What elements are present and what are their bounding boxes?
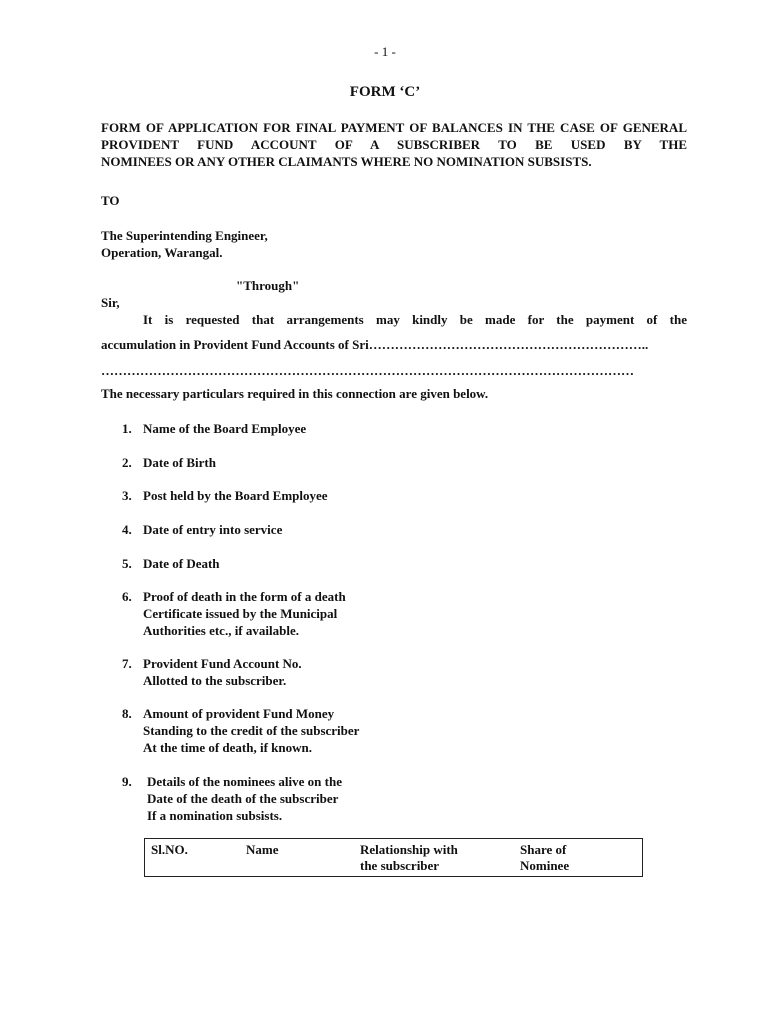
item-number: 6.	[122, 589, 132, 604]
particular-item-1	[122, 420, 306, 437]
through-label: "Through"	[236, 278, 300, 293]
item-number: 5.	[122, 556, 132, 571]
form-heading	[101, 119, 687, 170]
addressee-line-1: The Superintending Engineer,	[101, 228, 268, 243]
item-text: Date of entry into service	[143, 522, 283, 537]
particular-item-3	[122, 487, 328, 504]
item-text: Name of the Board Employee	[143, 421, 307, 436]
item-text: Amount of provident Fund Money	[143, 706, 335, 721]
col-header-slno: Sl.NO.	[151, 842, 188, 857]
col-header-name: Name	[246, 842, 279, 857]
item-text: Certificate issued by the Municipal	[143, 606, 338, 621]
salutation: Sir,	[101, 295, 120, 310]
particular-item-5	[122, 555, 220, 572]
item-text: Details of the nominees alive on the	[147, 774, 342, 789]
page-number: - 1 -	[374, 44, 396, 59]
col-header-relationship: Relationship with the subscriber	[360, 842, 458, 873]
request-paragraph-line-1: It is requested that arrangements may kindly be made for the payment of the	[143, 312, 687, 327]
heading-line-3: NOMINEES OR ANY OTHER CLAIMANTS WHERE NO NOMINATION SUBSISTS.	[101, 154, 592, 169]
item-number: 3.	[122, 488, 132, 503]
dotted-fill-line: ……………………………………………………………………………………………………………	[101, 363, 634, 378]
table-header-row	[145, 839, 643, 877]
form-title: FORM ‘C’	[349, 84, 421, 100]
request-paragraph-line-2: accumulation in Provident Fund Accounts of Sri………………………………………………………..	[101, 337, 649, 352]
item-text: Date of the death of the subscriber	[147, 791, 339, 806]
item-text: Authorities etc., if available.	[143, 623, 299, 638]
item-number: 9.	[122, 774, 132, 789]
item-text: Date of Death	[143, 556, 220, 571]
item-number: 1.	[122, 421, 132, 436]
addressee-line-2: Operation, Warangal.	[101, 245, 223, 260]
col-header-share: Share of Nominee	[520, 842, 570, 873]
item-text: At the time of death, if known.	[143, 740, 312, 755]
item-number: 8.	[122, 706, 132, 721]
nominees-table	[144, 838, 643, 877]
particular-item-6	[122, 588, 346, 639]
particular-item-2	[122, 454, 216, 471]
item-text: Date of Birth	[143, 455, 216, 470]
item-text: Allotted to the subscriber.	[143, 673, 287, 688]
heading-line-1: FORM OF APPLICATION FOR FINAL PAYMENT OF BALANCES IN THE CASE OF	[101, 120, 618, 135]
item-text: If a nomination subsists.	[147, 808, 283, 823]
particular-item-4	[122, 521, 282, 538]
item-text: Provident Fund Account No.	[143, 656, 302, 671]
item-number: 4.	[122, 522, 132, 537]
to-label: TO	[101, 193, 120, 208]
item-number: 7.	[122, 656, 132, 671]
particulars-intro: The necessary particulars required in this connection are given below.	[101, 386, 489, 401]
particular-item-7	[122, 655, 302, 689]
item-text: Post held by the Board Employee	[143, 488, 328, 503]
particular-item-9	[122, 773, 342, 824]
item-text: Proof of death in the form of a death	[143, 589, 346, 604]
particular-item-8	[122, 705, 359, 756]
item-number: 2.	[122, 455, 132, 470]
addressee	[101, 227, 268, 261]
heading-line-2: GENERAL PROVIDENT FUND ACCOUNT OF A SUBSCRIBER TO BE USED BY THE	[101, 120, 687, 152]
item-text: Standing to the credit of the subscriber	[143, 723, 360, 738]
